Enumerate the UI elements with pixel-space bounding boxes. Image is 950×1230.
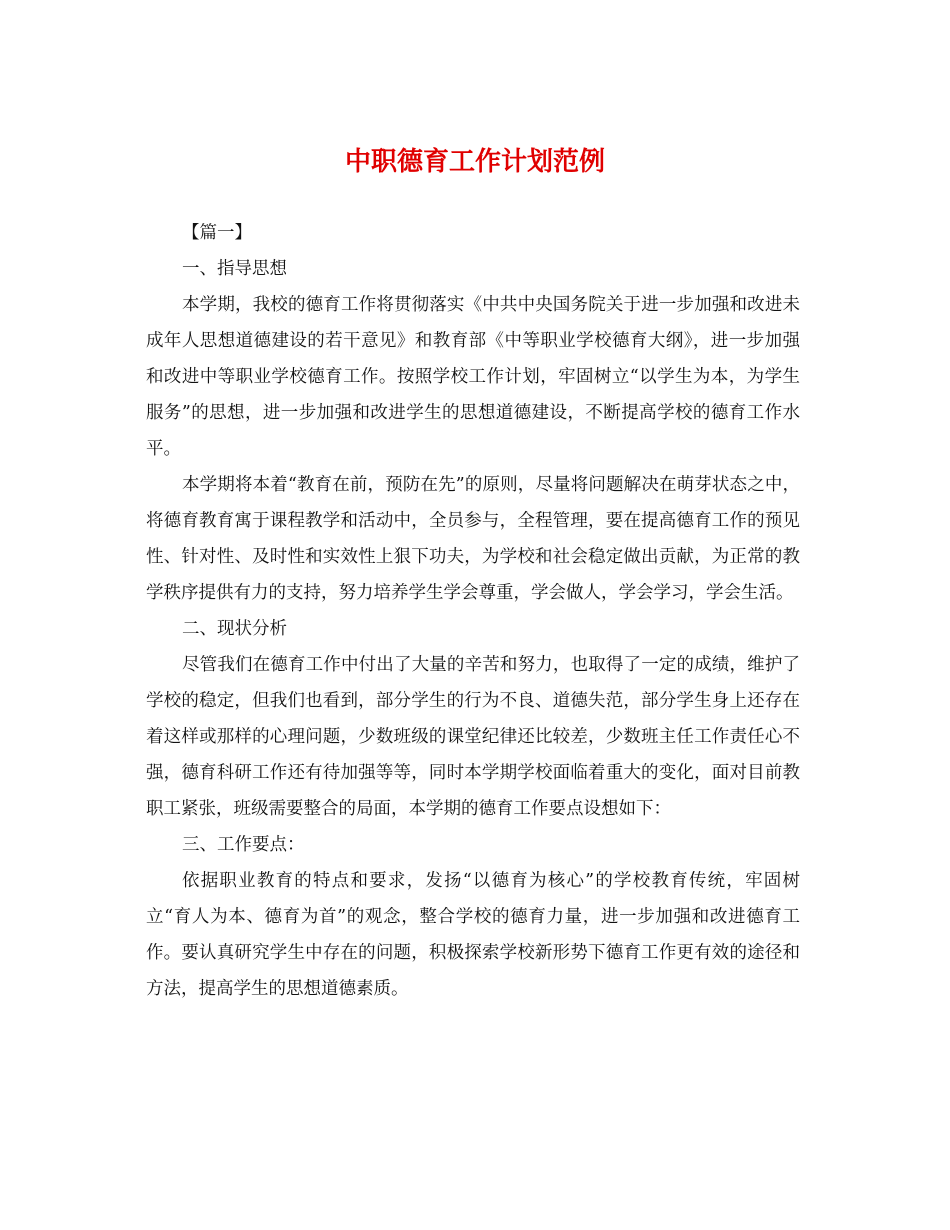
heading-current-analysis: 二、现状分析	[182, 619, 287, 639]
paragraph-current-analysis: 尽管我们在德育工作中付出了大量的辛苦和努力，也取得了一定的成绩，维护了学校的稳定，但我们也看到，部分学生的行为不良、道德失范，部分学生身上还存在着这样或那样的心理问题，少数班级的课堂纪律还比较差，少数班主任工作责任心不强，德育科研工作还有待加强等等，同时本学期学校面临着重大的变化，面对目前教职工紧张，班级需要整合的局面，本学期的德育工作要点设想如下：	[146, 655, 800, 819]
heading-work-points: 三、工作要点：	[182, 835, 305, 855]
heading-guiding-ideology: 一、指导思想	[182, 259, 287, 279]
section-label-part-one: 【篇一】	[182, 223, 252, 243]
paragraph-work-points: 依据职业教育的特点和要求，发扬“以德育为核心”的学校教育传统，牢固树立“育人为本、德育为首”的观念，整合学校的德育力量，进一步加强和改进德育工作。要认真研究学生中存在的问题，积极探索学校新形势下德育工作更有效的途径和方法，提高学生的思想道德素质。	[146, 871, 800, 999]
paragraph-guiding-ideology-1: 本学期，我校的德育工作将贯彻落实《中共中央国务院关于进一步加强和改进未成年人思想道德建设的若干意见》和教育部《中等职业学校德育大纲》，进一步加强和改进中等职业学校德育工作。按照学校工作计划，牢固树立“以学生为本，为学生服务”的思想，进一步加强和改进学生的思想道德建设，不断提高学校的德育工作水平。	[146, 295, 800, 459]
document-body	[146, 215, 800, 1007]
document-title: 中职德育工作计划范例	[344, 147, 605, 177]
paragraph-guiding-ideology-2: 本学期将本着“教育在前，预防在先”的原则，尽量将问题解决在萌芽状态之中，将德育教育寓于课程教学和活动中，全员参与，全程管理，要在提高德育工作的预见性、针对性、及时性和实效性上狠下功夫，为学校和社会稳定做出贡献，为正常的教学秩序提供有力的支持，努力培养学生学会尊重，学会做人，学会学习，学会生活。	[146, 475, 800, 603]
